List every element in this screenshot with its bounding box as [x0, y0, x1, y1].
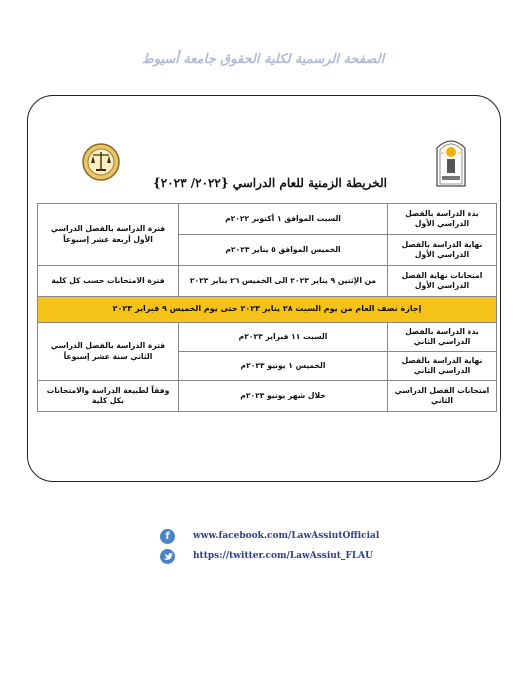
holiday-row — [38, 297, 497, 323]
row-note: فترة الامتحانات حسب كل كلية — [38, 266, 179, 297]
row-label: بدء الدراسة بالفصل الدراسي الأول — [388, 204, 497, 235]
row-label: نهاية الدراسة بالفصل الدراسي الأول — [388, 235, 497, 266]
row-note: وفقاً لطبيعة الدراسة والامتحانات بكل كلية — [38, 381, 179, 412]
twitter-icon[interactable] — [160, 549, 175, 564]
facebook-link[interactable]: www.facebook.com/LawAssiutOfficial — [193, 531, 380, 541]
page-header: الصفحة الرسمية لكلية الحقوق جامعة أسيوط — [141, 52, 385, 67]
table-row — [38, 204, 497, 235]
row-date: الخميس ١ يونيو ٢٠٢٣م — [179, 352, 388, 381]
document-title: الخريطة الزمنية للعام الدراسي {٢٠٢٢/ ٢٠٢٣} — [153, 176, 387, 190]
facebook-row — [160, 528, 379, 544]
table-row — [38, 381, 497, 412]
row-date: السبت الموافق ١ أكتوبر ٢٠٢٢م — [179, 204, 388, 235]
row-date: السبت ١١ فبراير ٢٠٢٣م — [179, 323, 388, 352]
table-row — [38, 323, 497, 352]
row-date: الخميس الموافق ٥ يناير ٢٠٢٣م — [179, 235, 388, 266]
row-label: نهاية الدراسة بالفصل الدراسي الثاني — [388, 352, 497, 381]
row-label: بدء الدراسة بالفصل الدراسي الثاني — [388, 323, 497, 352]
row-note: فترة الدراسة بالفصل الدراسي الأول أربعة عشر إسبوعاً — [38, 204, 179, 266]
holiday-text: إجازة نصف العام من يوم السبت ٢٨ يناير ٢٠٢٣ حتى يوم الخميس ٩ فبراير ٢٠٢٣ — [38, 297, 497, 323]
twitter-row — [160, 548, 373, 564]
facebook-icon[interactable]: f — [160, 529, 175, 544]
row-label: امتحانات نهاية الفصل الدراسي الأول — [388, 266, 497, 297]
schedule-table — [37, 203, 497, 412]
twitter-link[interactable]: https://twitter.com/LawAssiut_FLAU — [193, 551, 374, 561]
row-label: امتحانات الفصل الدراسي الثاني — [388, 381, 497, 412]
row-date: من الإثنين ٩ يناير ٢٠٢٣ الى الخميس ٢٦ يناير ٢٠٢٣ — [179, 266, 388, 297]
row-date: خلال شهر يونيو ٢٠٢٣م — [179, 381, 388, 412]
assiut-university-logo — [434, 132, 468, 188]
row-note: فترة الدراسة بالفصل الدراسي الثاني سنة عشر إسبوعاً — [38, 323, 179, 381]
faculty-of-law-logo — [82, 137, 120, 187]
table-row — [38, 266, 497, 297]
